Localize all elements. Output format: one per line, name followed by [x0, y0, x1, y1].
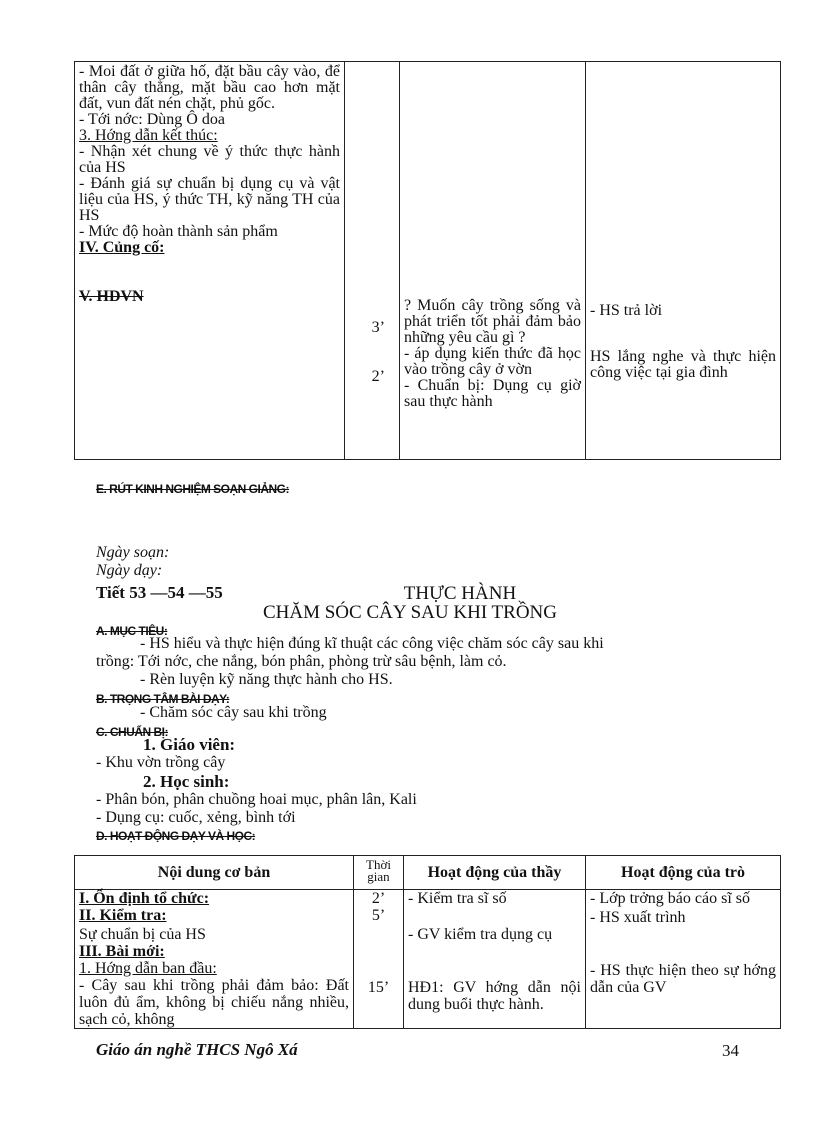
- row2-content: II. Kiểm tra:: [79, 907, 167, 924]
- a-line2: trồng: Tới nớc, che nắng, bón phân, phòng trừ sâu bệnh, làm cỏ.: [96, 653, 507, 670]
- top-p2: - Tới nớc: Dùng Ô doa: [79, 111, 225, 128]
- top-a1: - HS trả lời: [590, 302, 663, 319]
- row2-time: 5’: [371, 907, 386, 924]
- row1-time: 2’: [371, 890, 386, 907]
- top-col-teacher: [400, 62, 586, 460]
- title-main: CHĂM SÓC CÂY SAU KHI TRỒNG: [262, 602, 557, 623]
- top-p1: - Moi đất ở giữa hố, đặt bầu cây vào, để thân cây thẳng, mặt bầu cao hơn mặt đất, vun đất nén chặt, phủ gốc.: [79, 63, 340, 112]
- top-p6: - Mức độ hoàn thành sản phẩm: [79, 223, 278, 240]
- top-col-content: [75, 62, 345, 460]
- a-line3: - Rèn luyện kỹ năng thực hành cho HS.: [140, 671, 393, 688]
- row6-time: 15’: [367, 979, 390, 996]
- top-p5: - Đánh giá sự chuẩn bị dụng cụ và vật liệu của HS, ý thức TH, kỹ năng TH của HS: [79, 175, 340, 224]
- row1-content: I. Ổn định tổ chức:: [79, 890, 210, 907]
- section-a-heading: A. MỤC TIÊU:: [96, 624, 168, 638]
- header-time: Thời gian: [354, 856, 404, 890]
- top-q2: - áp dụng kiến thức đã học vào trồng cây ở vờn: [404, 345, 581, 378]
- c-line2: - Phân bón, phân chuồng hoai mục, phân lân, Kali: [96, 791, 417, 808]
- table-row: [75, 890, 781, 1029]
- top-p3: 3. Hớng dẫn kết thúc:: [79, 127, 218, 144]
- row4-content: III. Bài mới:: [79, 943, 165, 960]
- header-teacher: Hoạt động của thầy: [404, 856, 586, 890]
- section-e-heading: E. RÚT KINH NGHIỆM SOẠN GIẢNG:: [96, 482, 290, 496]
- tiet-number: Tiết 53 —54 —55: [96, 583, 223, 602]
- top-col-student: [586, 62, 781, 460]
- section-b-heading: B. TRỌNG TÂM BÀI DẠY:: [96, 692, 230, 706]
- c-line3: - Dụng cụ: cuốc, xẻng, bình tới: [96, 809, 296, 826]
- row1-student: - Lớp trởng báo cáo sĩ số: [590, 890, 750, 907]
- footer-left: Giáo án nghề THCS Ngô Xá: [96, 1040, 298, 1059]
- top-p4: - Nhận xét chung về ý thức thực hành của HS: [79, 143, 340, 176]
- top-t1: 3’: [371, 319, 385, 336]
- row3-content: Sự chuẩn bị của HS: [79, 926, 206, 943]
- activities-table: [74, 855, 781, 1029]
- row6-teacher: HĐ1: GV hớng dẫn nội dung buổi thực hành.: [408, 979, 581, 1013]
- top-t2: 2’: [371, 368, 385, 385]
- section-c-heading: C. CHUẨN BỊ:: [96, 725, 168, 739]
- table-header-row: [75, 856, 781, 890]
- top-h5: V. HDVN: [79, 288, 144, 305]
- top-h4: IV. Củng cố:: [79, 239, 165, 256]
- top-table: [74, 61, 781, 460]
- c-sub-student: 2. Học sinh:: [143, 772, 230, 791]
- c-sub-teacher: 1. Giáo viên:: [143, 735, 236, 754]
- row3-student: - HS xuất trình: [590, 909, 686, 926]
- top-q1: ? Muốn cây trồng sống và phát triển tốt phải đảm bảo những yêu cầu gì ?: [404, 297, 581, 346]
- top-q3: - Chuẩn bị: Dụng cụ giờ sau thực hành: [404, 377, 581, 410]
- row6-student: - HS thực hiện theo sự hớng dẫn của GV: [590, 962, 776, 996]
- row3-teacher: - GV kiểm tra dụng cụ: [408, 926, 553, 943]
- b-line: - Chăm sóc cây sau khi trồng: [140, 704, 327, 721]
- top-a2: HS lắng nghe và thực hiện công việc tại gia đình: [590, 348, 776, 381]
- ngay-soan: Ngày soạn:: [96, 544, 170, 561]
- a-line1: - HS hiểu và thực hiện đúng kĩ thuật các công việc chăm sóc cây sau khi: [140, 635, 604, 652]
- page-number: 34: [722, 1041, 739, 1060]
- header-student: Hoạt động của trò: [586, 856, 781, 890]
- ngay-day: Ngày dạy:: [96, 562, 163, 579]
- c-line1: - Khu vờn trồng cây: [96, 754, 226, 771]
- row1-teacher: - Kiểm tra sĩ số: [408, 890, 507, 907]
- row6-content: - Cây sau khi trồng phải đảm bảo: Đất luôn đủ ẩm, không bị chiếu nắng nhiều, sạch cỏ, không: [79, 977, 349, 1028]
- top-col-time: [345, 62, 400, 460]
- title-thuc-hanh: THỰC HÀNH: [403, 583, 517, 604]
- row5-content: 1. Hớng dẫn ban đầu:: [79, 960, 217, 977]
- section-d-heading: D. HOẠT ĐỘNG DẠY VÀ HỌC:: [96, 829, 256, 843]
- header-content: Nội dung cơ bản: [75, 856, 354, 890]
